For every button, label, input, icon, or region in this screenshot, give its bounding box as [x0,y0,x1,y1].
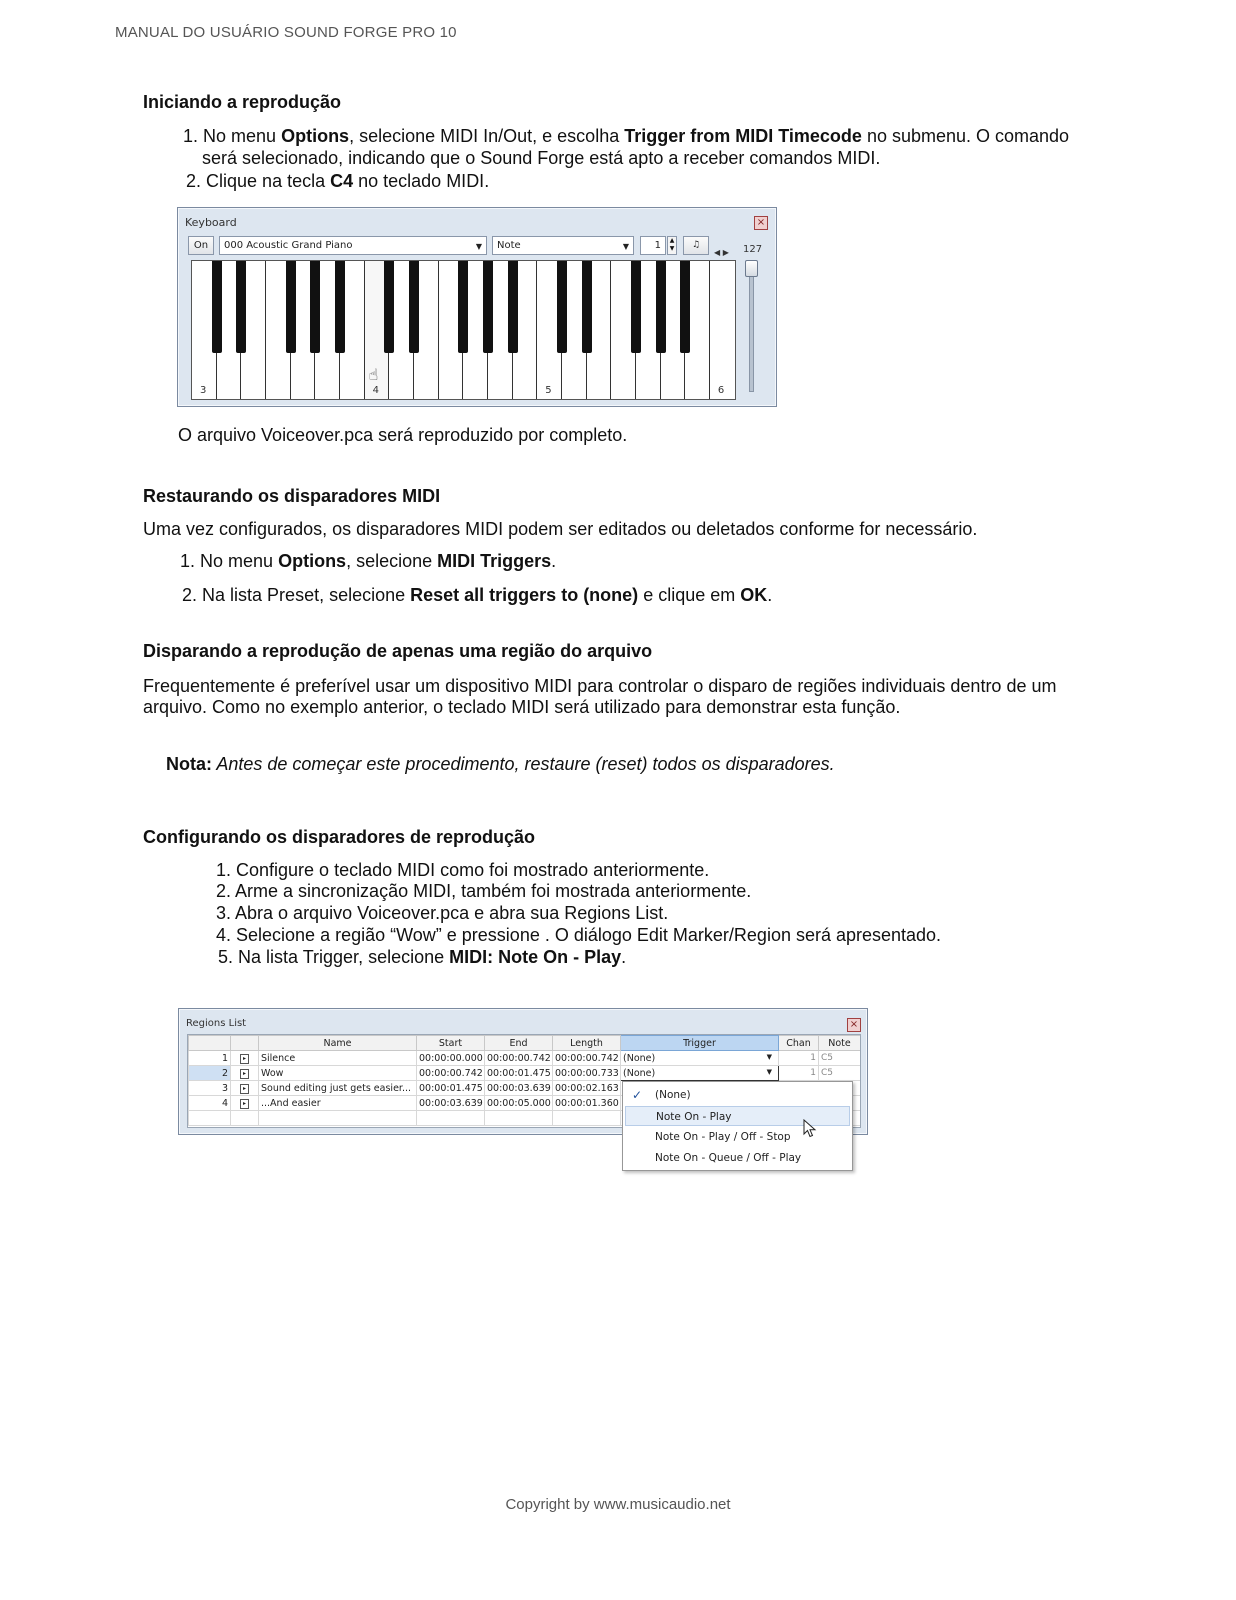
play-icon[interactable]: ▸ [231,1051,259,1066]
transpose-button[interactable] [683,236,709,255]
note-icon: ♫ [691,240,701,250]
region-end: 00:00:00.742 [485,1051,553,1066]
mode-select[interactable]: Note ▼ [492,236,634,255]
piano-keyboard[interactable] [191,260,736,400]
piano-black-key[interactable] [409,261,419,353]
col-trigger-header[interactable]: Trigger [621,1036,779,1051]
piano-black-key[interactable] [286,261,296,353]
section-heading-restore: Restaurando os disparadores MIDI [143,486,441,506]
region-trigger[interactable]: (None) ▼ [621,1066,779,1081]
region-name: Sound editing just gets easier... [259,1081,417,1096]
piano-black-key[interactable] [680,261,690,353]
region-length: 00:00:00.733 [553,1066,621,1081]
octave-label: 5 [545,385,552,396]
piano-black-key[interactable] [483,261,493,353]
row-number: 1 [189,1051,231,1066]
s4-step2: 2. Arme a sincronização MIDI, também foi mostrada anteriormente. [216,881,752,901]
channel-spinner[interactable]: ▲ ▼ [667,236,677,255]
regions-list-title: Regions List [186,1018,247,1029]
s2-step2: 2. Na lista Preset, selecione Reset all triggers to (none) e clique em OK. [182,585,773,605]
close-icon[interactable]: × [847,1018,861,1032]
s1-step1-line2: será selecionado, indicando que o Sound Forge está apto a receber comandos MIDI. [202,148,881,168]
chevron-down-icon: ▼ [622,242,629,251]
octave-label: 3 [200,385,207,396]
region-end: 00:00:05.000 [485,1096,553,1111]
section-heading-playback: Iniciando a reprodução [143,92,342,112]
s4-step5: 5. Na lista Trigger, selecione MIDI: Note On - Play. [218,947,627,967]
hand-cursor-icon: ☝ [368,367,379,384]
piano-black-key[interactable] [631,261,641,353]
s4-step4: 4. Selecione a região “Wow” e pressione . O diálogo Edit Marker/Region será apresentado. [216,925,942,945]
s4-step3: 3. Abra o arquivo Voiceover.pca e abra sua Regions List. [216,903,669,923]
region-start: 00:00:01.475 [417,1081,485,1096]
trigger-dropdown-menu [622,1081,853,1171]
region-trigger[interactable]: (None) ▼ [621,1051,779,1066]
instrument-select[interactable]: 000 Acoustic Grand Piano ▼ [219,236,487,255]
region-name: ...And easier [259,1096,417,1111]
region-note: C5 [819,1051,861,1066]
keyboard-window [177,207,777,407]
region-end: 00:00:03.639 [485,1081,553,1096]
s1-step1: 1. No menu Options, selecione MIDI In/Out, e escolha Trigger from MIDI Timecode no submenu. O comando [183,126,1070,146]
col-note-header[interactable]: Note [819,1036,861,1051]
region-note: C5 [819,1066,861,1081]
octave-label: 6 [717,385,725,396]
channel-input[interactable]: 1 [640,236,666,255]
s1-result-text: O arquivo Voiceover.pca será reproduzido por completo. [178,425,628,445]
piano-black-key[interactable] [582,261,592,353]
section-heading-region-trigger: Disparando a reprodução de apenas uma região do arquivo [143,641,653,661]
s2-intro: Uma vez configurados, os disparadores MIDI podem ser editados ou deletados conforme for necessário. [143,519,978,539]
region-start: 00:00:00.000 [417,1051,485,1066]
table-row[interactable] [189,1051,861,1066]
row-number-header [189,1036,231,1051]
piano-white-key[interactable] [710,261,735,399]
running-header: MANUAL DO USUÁRIO SOUND FORGE PRO 10 [115,24,457,41]
s4-step1: 1. Configure o teclado MIDI como foi mostrado anteriormente. [216,860,710,880]
region-length: 00:00:02.163 [553,1081,621,1096]
region-name: Wow [259,1066,417,1081]
section-heading-configure: Configurando os disparadores de reprodução [143,827,536,847]
play-icon[interactable]: ▸ [231,1066,259,1081]
s3-para-line1: Frequentemente é preferível usar um dispositivo MIDI para controlar o disparo de regiões individuais dentro de um [143,676,1057,696]
region-chan: 1 [779,1066,819,1081]
region-start: 00:00:00.742 [417,1066,485,1081]
region-start: 00:00:03.639 [417,1096,485,1111]
piano-black-key[interactable] [212,261,222,353]
piano-black-key[interactable] [508,261,518,353]
octave-label: 4 [372,385,379,396]
velocity-value: 127 [743,244,763,255]
s1-step2: 2. Clique na tecla C4 no teclado MIDI. [186,171,490,191]
chevron-down-icon: ▼ [766,1067,772,1076]
velocity-slider-thumb[interactable] [745,260,758,277]
piano-black-key[interactable] [656,261,666,353]
col-start-header[interactable]: Start [417,1036,485,1051]
piano-black-key[interactable] [384,261,394,353]
chevron-down-icon: ▼ [475,242,482,251]
region-name: Silence [259,1051,417,1066]
menu-item-note-on-play-off-stop[interactable]: Note On - Play / Off - Stop [655,1131,791,1143]
piano-black-key[interactable] [458,261,468,353]
region-length: 00:00:01.360 [553,1096,621,1111]
copyright-footer: Copyright by www.musicaudio.net [505,1496,731,1513]
menu-item-note-on-queue-off-play[interactable]: Note On - Queue / Off - Play [655,1152,802,1164]
keyboard-window-title: Keyboard [185,216,237,229]
table-row[interactable] [189,1066,861,1081]
piano-black-key[interactable] [236,261,246,353]
mouse-pointer-icon [803,1119,817,1139]
region-end: 00:00:01.475 [485,1066,553,1081]
note-callout: Nota: Antes de começar este procedimento, restaure (reset) todos os disparadores. [166,754,835,774]
chevron-down-icon: ▼ [766,1052,772,1061]
piano-black-key[interactable] [557,261,567,353]
play-header [231,1036,259,1051]
row-number: 3 [189,1081,231,1096]
regions-header-row [189,1036,861,1051]
close-icon[interactable]: × [754,216,768,230]
velocity-slider-track[interactable] [749,264,754,392]
piano-black-key[interactable] [310,261,320,353]
s2-step1: 1. No menu Options, selecione MIDI Triggers. [180,551,557,571]
play-icon[interactable]: ▸ [231,1096,259,1111]
col-end-header[interactable]: End [485,1036,553,1051]
region-length: 00:00:00.742 [553,1051,621,1066]
region-chan: 1 [779,1051,819,1066]
keyboard-on-button[interactable]: On [188,236,214,255]
row-number: 4 [189,1096,231,1111]
octave-shift-arrows[interactable]: ◀ ▶ [714,248,729,257]
col-chan-header[interactable]: Chan [779,1036,819,1051]
col-name-header[interactable]: Name [259,1036,417,1051]
play-icon[interactable]: ▸ [231,1081,259,1096]
piano-black-key[interactable] [335,261,345,353]
s3-para-line2: arquivo. Como no exemplo anterior, o teclado MIDI será utilizado para demonstrar esta função. [143,697,901,717]
row-number: 2 [189,1066,231,1081]
checkmark-icon: ✓ [632,1088,643,1102]
menu-item-note-on-play[interactable]: Note On - Play [625,1106,850,1126]
menu-item-none[interactable]: ✓ (None) [623,1085,852,1105]
col-length-header[interactable]: Length [553,1036,621,1051]
